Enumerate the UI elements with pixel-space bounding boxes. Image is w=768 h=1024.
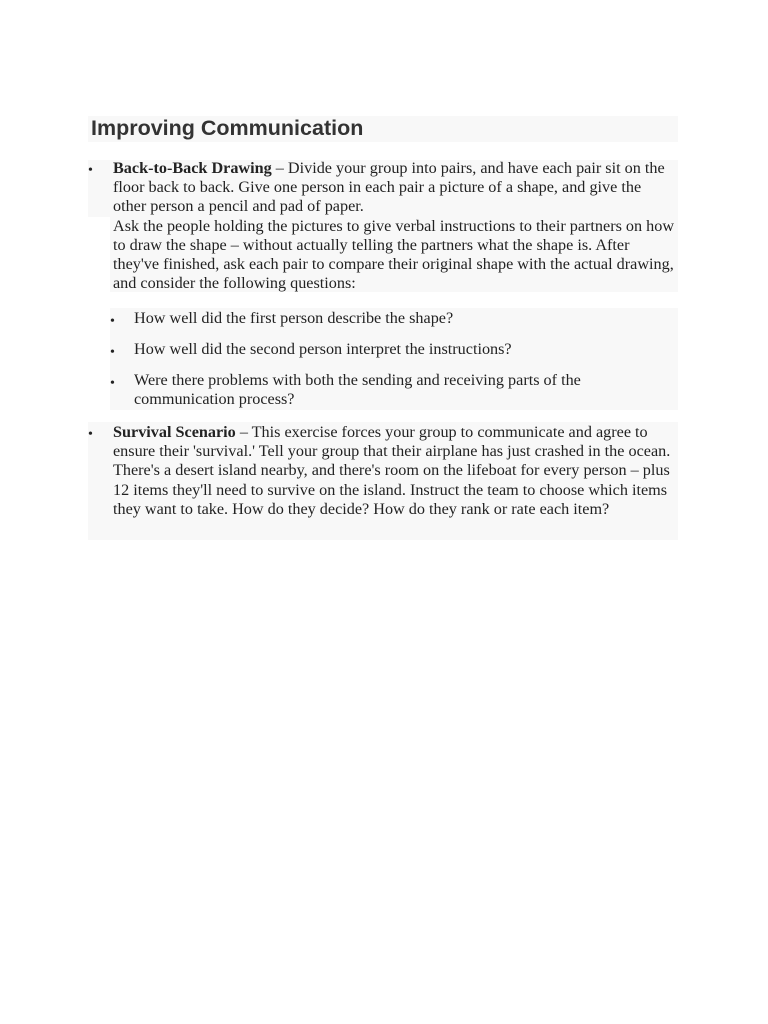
list-item-survival-scenario: [113, 423, 678, 519]
list-bullet: •: [110, 314, 115, 329]
question-text: How well did the second person interpret the instructions?: [134, 340, 512, 358]
item-description: – This exercise forces your group to communicate and agree to ensure their 'survival.' Tell your group that their airplane has just crashed in the ocean. There's a desert island nearby, and there's room on the lifeboat for every person – plus 12 items they'll need to survive on the island. Instruct the team to choose which items they want to take. How do they decide? How do they rank or rate each item?: [113, 423, 671, 518]
list-bullet: •: [88, 427, 93, 442]
item-intro: [113, 159, 678, 217]
list-bullet: •: [110, 345, 115, 360]
item-intro: [113, 423, 678, 519]
item-description: – Divide your group into pairs, and have each pair sit on the floor back to back. Give one person in each pair a picture of a shape, and give the other person a pencil and pad of paper.: [113, 159, 665, 216]
question-item: [134, 309, 674, 328]
item-instructions: Ask the people holding the pictures to give verbal instructions to their partners on how to draw the shape – without actually telling the partners what the shape is. After they've finished, ask each pair to compare their original shape with the actual drawing, and consider the following questions:: [113, 216, 675, 293]
question-item: [134, 371, 649, 409]
question-text: How well did the first person describe the shape?: [134, 309, 454, 327]
page-heading: Improving Communication: [91, 116, 364, 140]
question-item: [134, 340, 674, 359]
list-bullet: •: [88, 163, 93, 178]
list-bullet: •: [110, 376, 115, 391]
question-text: Were there problems with both the sending and receiving parts of the communication process?: [134, 371, 581, 409]
item-term: Back-to-Back Drawing: [113, 159, 272, 177]
list-item-back-to-back-drawing: [113, 159, 678, 293]
item-term: Survival Scenario: [113, 423, 236, 441]
